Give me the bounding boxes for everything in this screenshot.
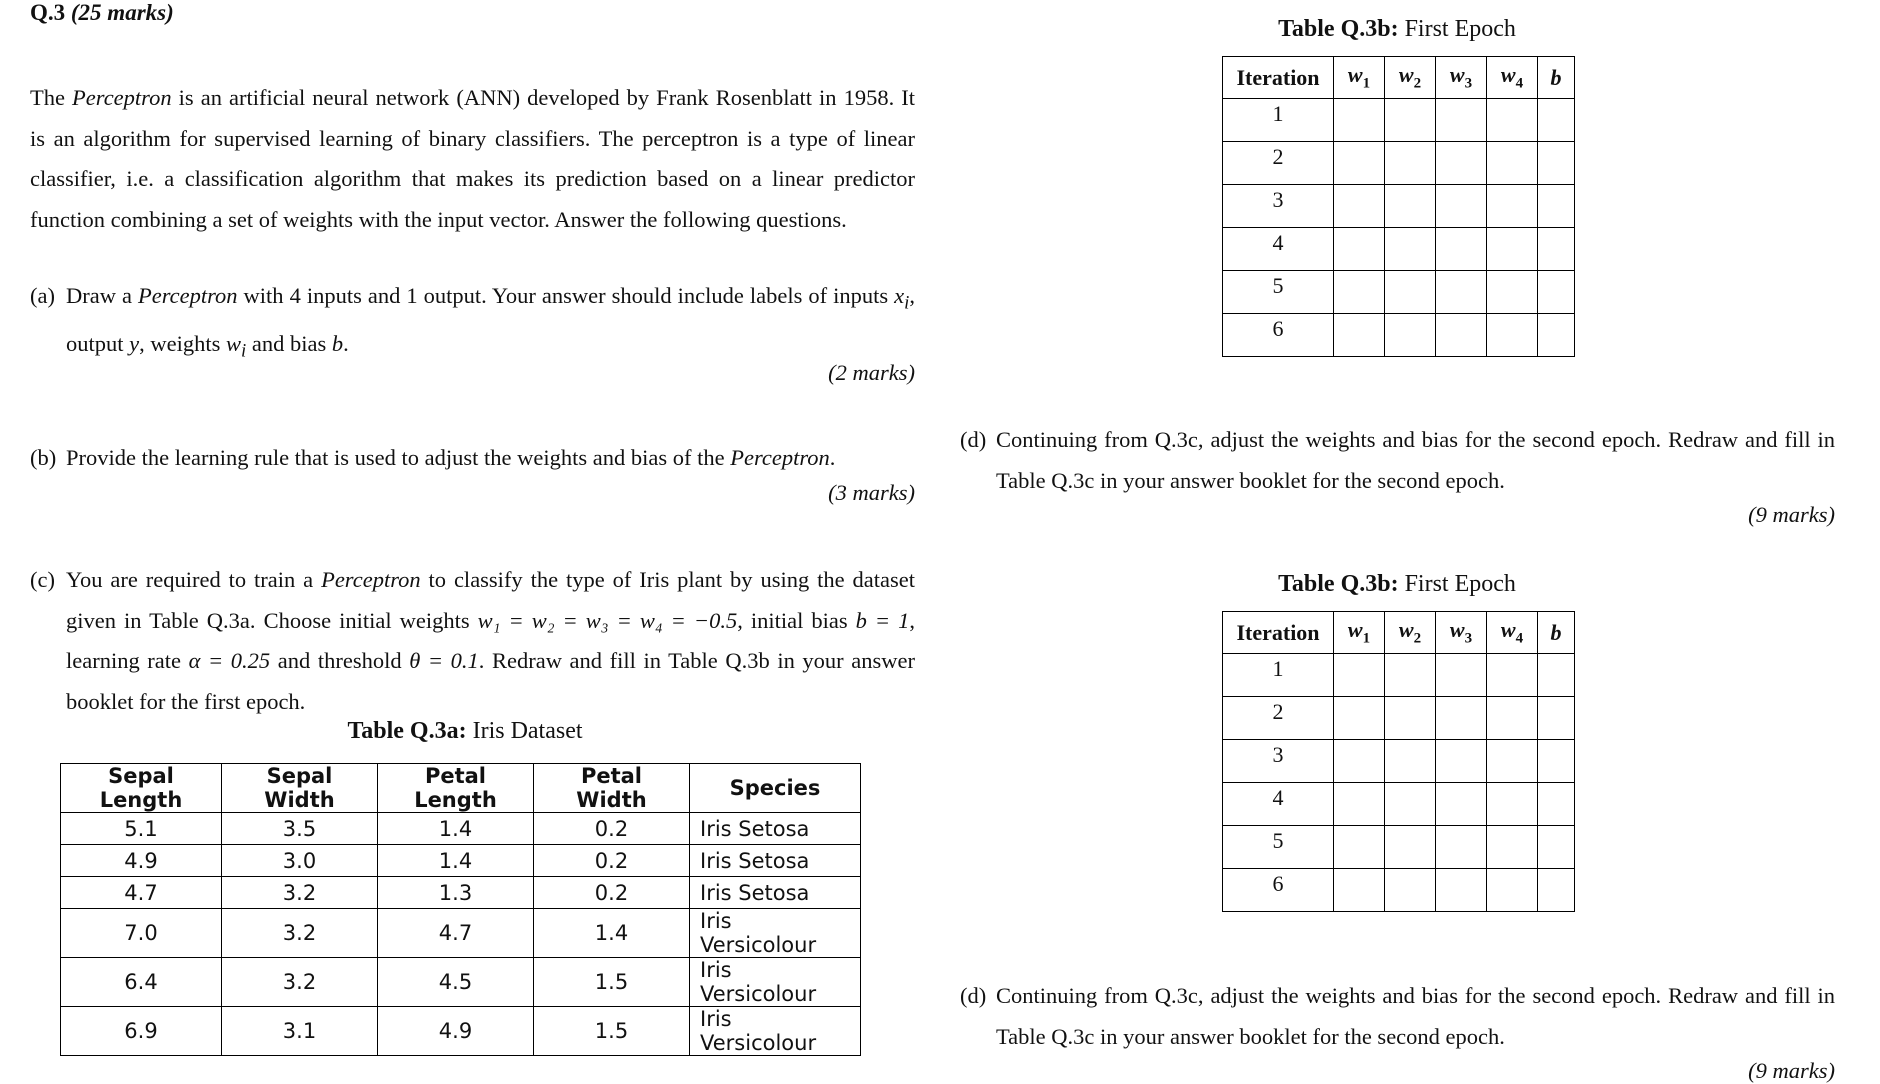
empty-cell [1334, 99, 1385, 142]
header-iteration: Iteration [1223, 57, 1334, 99]
w-symbol: w [1398, 62, 1414, 88]
iteration-cell: 6 [1223, 314, 1334, 357]
empty-cell [1334, 271, 1385, 314]
empty-cell [1334, 314, 1385, 357]
table-cell: 1.4 [378, 845, 534, 877]
iteration-cell: 6 [1223, 869, 1334, 912]
w-subscript: 1 [1362, 630, 1371, 647]
empty-cell [1538, 271, 1575, 314]
part-a-var-y: y [129, 331, 140, 356]
table-row [61, 877, 861, 909]
empty-cell [1538, 185, 1575, 228]
table-row [1223, 826, 1575, 869]
table-row [1223, 142, 1575, 185]
intro-term: Perceptron [72, 85, 172, 110]
empty-cell [1334, 826, 1385, 869]
b-symbol: b [1550, 619, 1562, 645]
table-cell: Iris Versicolour [690, 958, 861, 1007]
part-a [30, 276, 915, 372]
part-a-var-w: w [226, 331, 242, 356]
empty-cell [1436, 142, 1487, 185]
part-d-1-label: (d) [960, 427, 987, 452]
empty-cell [1436, 826, 1487, 869]
table-cell: 3.2 [222, 958, 378, 1007]
header-iteration: Iteration [1223, 612, 1334, 654]
table-cell: Iris Versicolour [690, 909, 861, 958]
empty-cell [1538, 783, 1575, 826]
table-cell: 6.9 [61, 1007, 222, 1056]
part-a-text-5: and bias [246, 331, 332, 356]
table-cell: 1.5 [534, 1007, 690, 1056]
iteration-cell: 3 [1223, 185, 1334, 228]
part-a-var-b: b [331, 331, 344, 356]
part-c-text-2: to classify the type of Iris plant by using the dataset given in Table Q.3a. Choose initial weights [66, 567, 915, 633]
part-d-1-text: Continuing from Q.3c, adjust the weights and bias for the second epoch. Redraw and fill in Table Q.3c in your answer booklet for the second epoch. [996, 427, 1835, 493]
empty-cell [1334, 869, 1385, 912]
part-c-weights: w₁ = w₂ = w₃ = w₄ = −0.5 [477, 607, 738, 633]
empty-cell [1334, 142, 1385, 185]
header-species: Species [690, 764, 861, 813]
iteration-cell: 3 [1223, 740, 1334, 783]
part-c-bias: b = 1 [855, 607, 910, 633]
part-c-alpha: α = 0.25 [188, 648, 271, 673]
part-c-text-3: , initial bias [737, 607, 856, 633]
part-c-text-4: , learning rate [66, 607, 915, 673]
part-b-text [66, 438, 915, 479]
empty-cell [1334, 740, 1385, 783]
part-a-term: Perceptron [137, 283, 238, 308]
iris-dataset-table [60, 763, 861, 1056]
empty-cell [1385, 314, 1436, 357]
header-w1 [1334, 57, 1385, 99]
empty-cell [1385, 740, 1436, 783]
question-marks: (25 marks) [70, 0, 174, 25]
empty-cell [1487, 271, 1538, 314]
table-cell: 1.4 [534, 909, 690, 958]
w-symbol: w [1347, 617, 1363, 643]
w-symbol: w [1500, 62, 1516, 88]
iteration-cell: 4 [1223, 783, 1334, 826]
empty-cell [1334, 228, 1385, 271]
intro-text-2: is an artificial neural network (ANN) developed by Frank Rosenblatt in 1958. It is an algorithm for supervised learning of binary classifiers. The perceptron is a type of linear classifier, i.e. a classification algorithm that makes its prediction based on a linear predictor function combining a set of weights with the input vector. Answer the following questions. [30, 85, 916, 232]
part-c [30, 560, 915, 722]
empty-cell [1436, 271, 1487, 314]
part-b [30, 438, 915, 479]
iteration-cell: 4 [1223, 228, 1334, 271]
empty-cell [1385, 783, 1436, 826]
part-a-text-6: . [343, 331, 349, 356]
part-b-marks: (3 marks) [828, 480, 915, 505]
part-d-2-text: Continuing from Q.3c, adjust the weights and bias for the second epoch. Redraw and fill in Table Q.3c in your answer booklet for the second epoch. [996, 983, 1835, 1049]
intro-paragraph [30, 78, 915, 240]
table-cell: 5.1 [61, 813, 222, 845]
part-a-text-1: Draw a [66, 283, 138, 308]
table-cell: Iris Versicolour [690, 1007, 861, 1056]
part-d-2-label: (d) [960, 983, 987, 1008]
empty-cell [1487, 783, 1538, 826]
empty-cell [1334, 654, 1385, 697]
table-cell: 4.9 [61, 845, 222, 877]
table-row [61, 909, 861, 958]
part-a-label: (a) [30, 283, 55, 308]
part-c-text-1: You are required to train a [66, 567, 322, 592]
part-d-1 [960, 420, 1835, 501]
part-d-1-marks: (9 marks) [1748, 502, 1835, 527]
table-cell: 0.2 [534, 877, 690, 909]
intro-text-1: The [30, 85, 73, 110]
empty-cell [1436, 783, 1487, 826]
part-a-text-3: , output [66, 283, 915, 356]
header-w3 [1436, 57, 1487, 99]
empty-cell [1334, 185, 1385, 228]
iteration-cell: 1 [1223, 654, 1334, 697]
table-cell: 6.4 [61, 958, 222, 1007]
empty-cell [1487, 826, 1538, 869]
table-cell: 3.2 [222, 877, 378, 909]
table-cell: Iris Setosa [690, 877, 861, 909]
header-b [1538, 612, 1575, 654]
table-b1-caption [1222, 16, 1572, 43]
empty-cell [1385, 142, 1436, 185]
part-b-text-1: Provide the learning rule that is used to adjust the weights and bias of the [66, 445, 731, 470]
empty-cell [1436, 185, 1487, 228]
empty-cell [1538, 228, 1575, 271]
table-row [1223, 869, 1575, 912]
table-cell: 3.5 [222, 813, 378, 845]
empty-cell [1538, 869, 1575, 912]
header-sepal-width: Sepal Width [222, 764, 378, 813]
w-subscript: 1 [1362, 75, 1371, 92]
table-b2-caption-bold: Table Q.3b: [1278, 571, 1399, 597]
w-subscript: 2 [1413, 75, 1422, 92]
table-header-row [61, 764, 861, 813]
table-cell: 3.1 [222, 1007, 378, 1056]
empty-cell [1538, 142, 1575, 185]
empty-cell [1385, 869, 1436, 912]
table-cell: 4.7 [378, 909, 534, 958]
empty-cell [1487, 869, 1538, 912]
table-cell: 1.3 [378, 877, 534, 909]
empty-cell [1538, 826, 1575, 869]
table-b2-caption [1222, 571, 1572, 598]
part-a-var-x: x [894, 283, 905, 308]
table-row [61, 845, 861, 877]
part-c-label: (c) [30, 567, 55, 592]
empty-cell [1487, 314, 1538, 357]
empty-cell [1436, 740, 1487, 783]
table-row [1223, 697, 1575, 740]
part-d-2-marks: (9 marks) [1748, 1058, 1835, 1083]
part-a-marks: (2 marks) [828, 360, 915, 385]
table-b1-caption-rest: First Epoch [1398, 16, 1516, 42]
table-cell: 4.9 [378, 1007, 534, 1056]
table-b1-caption-bold: Table Q.3b: [1278, 16, 1399, 42]
header-w4 [1487, 612, 1538, 654]
table-row [1223, 654, 1575, 697]
empty-cell [1436, 869, 1487, 912]
table-b2-caption-rest: First Epoch [1398, 571, 1516, 597]
header-w2 [1385, 612, 1436, 654]
empty-cell [1538, 99, 1575, 142]
epoch-table-1 [1222, 56, 1575, 357]
w-subscript: 3 [1464, 75, 1473, 92]
part-b-term: Perceptron [730, 445, 830, 470]
table-cell: 7.0 [61, 909, 222, 958]
table-row [1223, 314, 1575, 357]
table-row [1223, 185, 1575, 228]
epoch-table-2-header [1223, 612, 1575, 654]
empty-cell [1487, 697, 1538, 740]
table-cell: 0.2 [534, 813, 690, 845]
header-w4 [1487, 57, 1538, 99]
iteration-cell: 1 [1223, 99, 1334, 142]
w-symbol: w [1398, 617, 1414, 643]
table-row [1223, 228, 1575, 271]
table-a-caption-bold: Table Q.3a: [347, 718, 467, 744]
empty-cell [1487, 142, 1538, 185]
table-cell: 4.5 [378, 958, 534, 1007]
table-cell: 0.2 [534, 845, 690, 877]
table-row [1223, 783, 1575, 826]
empty-cell [1538, 314, 1575, 357]
header-b [1538, 57, 1575, 99]
w-subscript: 4 [1515, 630, 1524, 647]
table-row [61, 1007, 861, 1056]
table-cell: 1.4 [378, 813, 534, 845]
empty-cell [1385, 826, 1436, 869]
empty-cell [1334, 783, 1385, 826]
part-a-sub-i: i [904, 292, 910, 314]
table-row [61, 958, 861, 1007]
w-subscript: 2 [1413, 630, 1422, 647]
header-petal-length: Petal Length [378, 764, 534, 813]
header-w3 [1436, 612, 1487, 654]
part-c-term: Perceptron [321, 567, 421, 592]
header-w2 [1385, 57, 1436, 99]
b-symbol: b [1550, 64, 1562, 90]
w-symbol: w [1347, 62, 1363, 88]
table-cell: 4.7 [61, 877, 222, 909]
empty-cell [1385, 271, 1436, 314]
w-subscript: 3 [1464, 630, 1473, 647]
table-cell: Iris Setosa [690, 813, 861, 845]
iteration-cell: 2 [1223, 697, 1334, 740]
iteration-cell: 5 [1223, 271, 1334, 314]
empty-cell [1385, 697, 1436, 740]
empty-cell [1487, 654, 1538, 697]
empty-cell [1385, 185, 1436, 228]
empty-cell [1436, 697, 1487, 740]
table-row [1223, 271, 1575, 314]
empty-cell [1436, 228, 1487, 271]
iteration-cell: 2 [1223, 142, 1334, 185]
empty-cell [1487, 228, 1538, 271]
empty-cell [1487, 185, 1538, 228]
table-cell: Iris Setosa [690, 845, 861, 877]
empty-cell [1385, 228, 1436, 271]
part-b-label: (b) [30, 445, 57, 470]
epoch-table-2 [1222, 611, 1575, 912]
iteration-cell: 5 [1223, 826, 1334, 869]
part-d-2 [960, 976, 1835, 1057]
question-header [30, 0, 174, 26]
w-subscript: 4 [1515, 75, 1524, 92]
part-c-theta: θ = 0.1 [409, 648, 479, 673]
part-c-text [66, 560, 915, 722]
part-a-text [66, 276, 915, 372]
header-petal-width: Petal Width [534, 764, 690, 813]
w-symbol: w [1449, 62, 1465, 88]
header-sepal-length: Sepal Length [61, 764, 222, 813]
empty-cell [1538, 740, 1575, 783]
question-number: Q.3 [30, 0, 66, 25]
part-a-sub-i2: i [241, 340, 247, 362]
empty-cell [1436, 654, 1487, 697]
table-cell: 3.0 [222, 845, 378, 877]
table-a-caption [60, 718, 870, 745]
empty-cell [1538, 654, 1575, 697]
header-w1 [1334, 612, 1385, 654]
table-row [1223, 740, 1575, 783]
empty-cell [1487, 740, 1538, 783]
empty-cell [1385, 654, 1436, 697]
part-c-text-5: and threshold [270, 648, 410, 673]
w-symbol: w [1449, 617, 1465, 643]
empty-cell [1487, 99, 1538, 142]
table-cell: 3.2 [222, 909, 378, 958]
empty-cell [1538, 697, 1575, 740]
part-c-text-6: . Redraw and fill in Table Q.3b in your answer booklet for the first epoch. [66, 648, 915, 714]
table-cell: 1.5 [534, 958, 690, 1007]
table-row [61, 813, 861, 845]
part-a-text-2: with 4 inputs and 1 output. Your answer should include labels of inputs [237, 283, 895, 308]
part-b-text-2: . [829, 445, 836, 470]
table-a-caption-rest: Iris Dataset [466, 718, 583, 744]
table-row [1223, 99, 1575, 142]
empty-cell [1436, 314, 1487, 357]
epoch-table-1-header [1223, 57, 1575, 99]
empty-cell [1436, 99, 1487, 142]
empty-cell [1385, 99, 1436, 142]
part-a-text-4: , weights [139, 331, 227, 356]
empty-cell [1334, 697, 1385, 740]
w-symbol: w [1500, 617, 1516, 643]
